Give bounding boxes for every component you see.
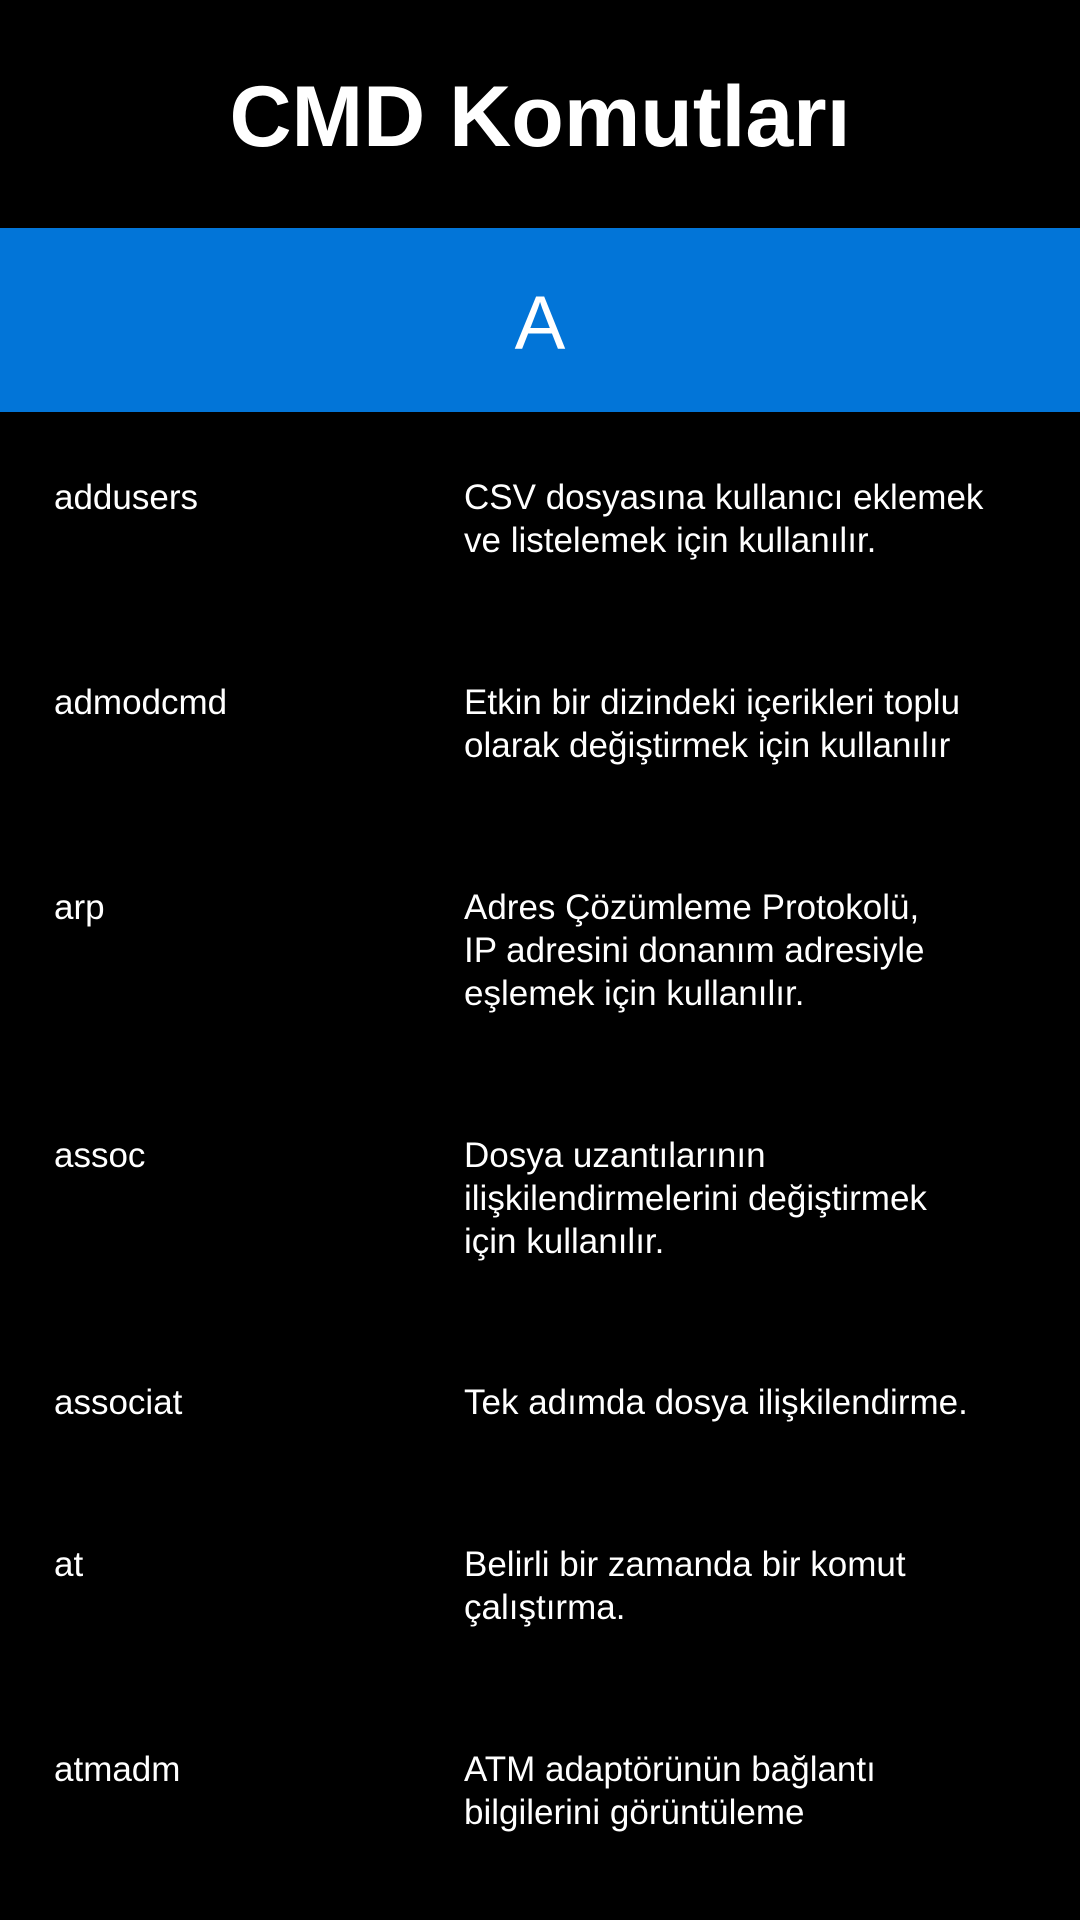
command-description: Dosya uzantılarının ilişkilendirmelerini değiştirmek için kullanılır. — [464, 1136, 927, 1261]
command-description: ATM adaptörünün bağlantı bilgilerini görüntüleme — [464, 1750, 876, 1832]
command-name: arp — [54, 888, 105, 927]
command-name: atmadm — [54, 1750, 181, 1789]
command-description: Belirli bir zamanda bir komut çalıştırma. — [464, 1545, 906, 1627]
command-description: CSV dosyasına kullanıcı eklemek ve listelemek için kullanılır. — [464, 478, 984, 560]
command-name: at — [54, 1545, 84, 1584]
section-letter-banner — [0, 228, 1080, 412]
command-description: Adres Çözümleme Protokolü, IP adresini donanım adresiyle eşlemek için kullanılır. — [464, 888, 925, 1013]
section-letter: A — [514, 280, 566, 366]
command-name: assoc — [54, 1136, 146, 1175]
page-title: CMD Komutları — [229, 68, 851, 165]
command-name: associat — [54, 1383, 183, 1422]
command-description: Etkin bir dizindeki içerikleri toplu olarak değiştirmek için kullanılır — [464, 683, 961, 765]
command-name: addusers — [54, 478, 198, 517]
command-name: admodcmd — [54, 683, 228, 722]
command-description: Tek adımda dosya ilişkilendirme. — [464, 1383, 968, 1422]
